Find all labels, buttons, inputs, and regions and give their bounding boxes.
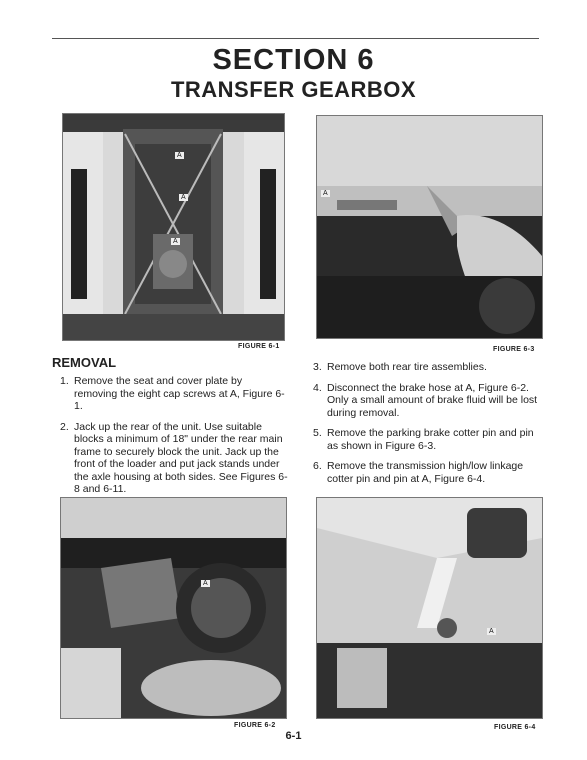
figure-6-2-photo	[60, 497, 287, 719]
step-number: 6.	[313, 460, 322, 472]
step-6	[305, 460, 543, 485]
step-number: 5.	[313, 427, 322, 439]
step-3	[305, 361, 543, 374]
section-subtitle: TRANSFER GEARBOX	[170, 77, 417, 102]
page-number: 6-1	[285, 730, 302, 742]
figure-6-3-label: FIGURE 6-3	[493, 346, 535, 353]
step-text: Jack up the rear of the unit. Use suitable blocks a minimum of 18" under the rear main frame to securely block the unit. Jack up the front of the loader and put jack stands under the axle housing at both sides. See Figures 6-8 and 6-11.	[74, 420, 288, 495]
step-text: Disconnect the brake hose at A, Figure 6-2. Only a small amount of brake fluid will be lost during removal.	[327, 381, 538, 419]
step-number: 4.	[313, 381, 322, 394]
figure-6-4-photo	[316, 497, 543, 719]
callout-a-label: A	[177, 152, 182, 159]
step-text: Remove the parking brake cotter pin and pin as shown in Figure 6-3.	[327, 427, 534, 452]
removal-heading: REMOVAL	[52, 355, 117, 370]
callout-a-label: A	[173, 238, 178, 245]
step-1	[52, 375, 288, 413]
step-number: 1.	[60, 375, 69, 387]
removal-steps-left	[52, 375, 288, 504]
figure-6-3-photo	[316, 115, 543, 339]
step-text: Remove both rear tire assemblies.	[327, 361, 487, 373]
callout-a-label: A	[323, 190, 328, 197]
section-title: SECTION 6	[212, 44, 375, 76]
callout-a-label: A	[203, 580, 208, 587]
step-2	[52, 421, 288, 496]
figure-6-4-label: FIGURE 6-4	[494, 724, 536, 731]
step-4	[305, 382, 543, 420]
callout-a-label: A	[181, 194, 186, 201]
step-number: 2.	[60, 420, 69, 433]
callout-a-label: A	[489, 628, 494, 635]
figure-6-1-label: FIGURE 6-1	[238, 343, 280, 350]
step-text: Remove the transmission high/low linkage cotter pin and pin at A, Figure 6-4.	[327, 460, 524, 485]
step-5	[305, 427, 543, 452]
removal-steps-right	[305, 361, 543, 493]
step-text: Remove the seat and cover plate by removing the eight cap screws at A, Figure 6-1.	[74, 375, 285, 412]
figure-6-1-photo	[62, 113, 285, 341]
step-number: 3.	[313, 361, 322, 373]
figure-6-2-label: FIGURE 6-2	[234, 722, 276, 729]
header-rule	[52, 38, 539, 39]
